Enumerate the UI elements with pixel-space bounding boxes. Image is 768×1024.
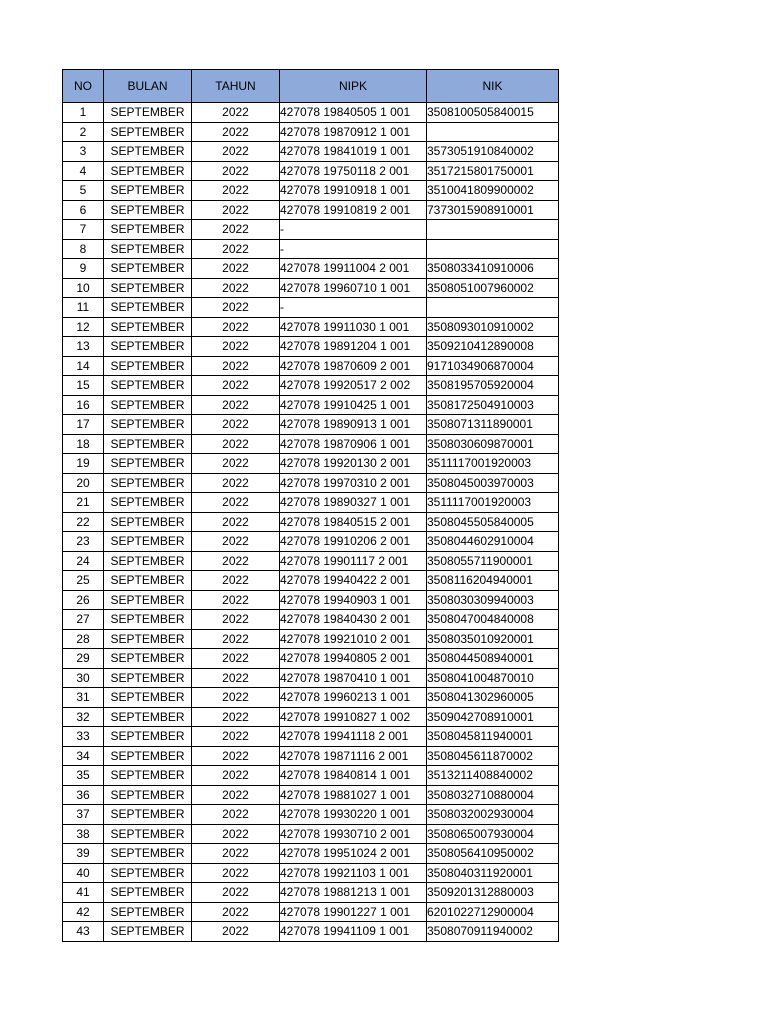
table-row bbox=[63, 863, 559, 883]
cell-bulan: SEPTEMBER bbox=[104, 551, 192, 571]
cell-bulan: SEPTEMBER bbox=[104, 161, 192, 181]
cell-nik: 6201022712900004 bbox=[427, 902, 559, 922]
cell-nipk: 427078 19951024 2 001 bbox=[280, 844, 427, 864]
table-row bbox=[63, 200, 559, 220]
cell-bulan: SEPTEMBER bbox=[104, 434, 192, 454]
cell-tahun: 2022 bbox=[192, 512, 280, 532]
cell-tahun: 2022 bbox=[192, 181, 280, 201]
cell-no: 33 bbox=[63, 727, 104, 747]
cell-bulan: SEPTEMBER bbox=[104, 395, 192, 415]
cell-no: 24 bbox=[63, 551, 104, 571]
cell-nipk: 427078 19890327 1 001 bbox=[280, 493, 427, 513]
cell-nipk: 427078 19901117 2 001 bbox=[280, 551, 427, 571]
table-row bbox=[63, 844, 559, 864]
cell-no: 8 bbox=[63, 239, 104, 259]
cell-tahun: 2022 bbox=[192, 707, 280, 727]
cell-bulan: SEPTEMBER bbox=[104, 200, 192, 220]
cell-nipk: 427078 19870912 1 001 bbox=[280, 122, 427, 142]
cell-tahun: 2022 bbox=[192, 415, 280, 435]
table-row bbox=[63, 649, 559, 669]
cell-nipk: 427078 19840515 2 001 bbox=[280, 512, 427, 532]
cell-no: 22 bbox=[63, 512, 104, 532]
cell-bulan: SEPTEMBER bbox=[104, 824, 192, 844]
cell-bulan: SEPTEMBER bbox=[104, 610, 192, 630]
cell-bulan: SEPTEMBER bbox=[104, 844, 192, 864]
cell-nipk: 427078 19910819 2 001 bbox=[280, 200, 427, 220]
table-row bbox=[63, 629, 559, 649]
table-row bbox=[63, 142, 559, 162]
table-row bbox=[63, 668, 559, 688]
cell-no: 37 bbox=[63, 805, 104, 825]
cell-nik: 3509210412890008 bbox=[427, 337, 559, 357]
cell-nipk: 427078 19921010 2 001 bbox=[280, 629, 427, 649]
cell-no: 13 bbox=[63, 337, 104, 357]
cell-nik: 3508051007960002 bbox=[427, 278, 559, 298]
cell-nik: 3508030609870001 bbox=[427, 434, 559, 454]
table-row bbox=[63, 181, 559, 201]
cell-tahun: 2022 bbox=[192, 142, 280, 162]
table-row bbox=[63, 493, 559, 513]
cell-nipk: 427078 19910425 1 001 bbox=[280, 395, 427, 415]
table-row bbox=[63, 415, 559, 435]
cell-bulan: SEPTEMBER bbox=[104, 376, 192, 396]
cell-tahun: 2022 bbox=[192, 434, 280, 454]
cell-nik: 3508055711900001 bbox=[427, 551, 559, 571]
cell-bulan: SEPTEMBER bbox=[104, 122, 192, 142]
cell-nipk: 427078 19901227 1 001 bbox=[280, 902, 427, 922]
table-row bbox=[63, 824, 559, 844]
cell-no: 38 bbox=[63, 824, 104, 844]
table-row bbox=[63, 766, 559, 786]
column-header-nipk: NIPK bbox=[280, 70, 427, 103]
cell-nik: 3508065007930004 bbox=[427, 824, 559, 844]
cell-bulan: SEPTEMBER bbox=[104, 512, 192, 532]
cell-no: 41 bbox=[63, 883, 104, 903]
cell-bulan: SEPTEMBER bbox=[104, 766, 192, 786]
cell-nipk: 427078 19841019 1 001 bbox=[280, 142, 427, 162]
cell-bulan: SEPTEMBER bbox=[104, 259, 192, 279]
cell-nipk: 427078 19910827 1 002 bbox=[280, 707, 427, 727]
table-row bbox=[63, 356, 559, 376]
cell-nipk: 427078 19941118 2 001 bbox=[280, 727, 427, 747]
cell-no: 40 bbox=[63, 863, 104, 883]
cell-bulan: SEPTEMBER bbox=[104, 902, 192, 922]
cell-no: 21 bbox=[63, 493, 104, 513]
cell-no: 7 bbox=[63, 220, 104, 240]
cell-tahun: 2022 bbox=[192, 883, 280, 903]
cell-nipk: 427078 19930220 1 001 bbox=[280, 805, 427, 825]
cell-tahun: 2022 bbox=[192, 376, 280, 396]
table-row bbox=[63, 259, 559, 279]
cell-nik: 3511117001920003 bbox=[427, 493, 559, 513]
cell-nipk: 427078 19911004 2 001 bbox=[280, 259, 427, 279]
cell-nik: 3508047004840008 bbox=[427, 610, 559, 630]
cell-nipk: 427078 19750118 2 001 bbox=[280, 161, 427, 181]
table-row bbox=[63, 883, 559, 903]
cell-nik: 9171034906870004 bbox=[427, 356, 559, 376]
cell-no: 5 bbox=[63, 181, 104, 201]
cell-tahun: 2022 bbox=[192, 317, 280, 337]
cell-no: 43 bbox=[63, 922, 104, 942]
cell-tahun: 2022 bbox=[192, 220, 280, 240]
cell-nik: 3508070911940002 bbox=[427, 922, 559, 942]
cell-nipk: 427078 19920517 2 002 bbox=[280, 376, 427, 396]
cell-bulan: SEPTEMBER bbox=[104, 415, 192, 435]
cell-bulan: SEPTEMBER bbox=[104, 454, 192, 474]
cell-nipk: 427078 19940805 2 001 bbox=[280, 649, 427, 669]
cell-no: 31 bbox=[63, 688, 104, 708]
cell-tahun: 2022 bbox=[192, 922, 280, 942]
table-row bbox=[63, 434, 559, 454]
cell-bulan: SEPTEMBER bbox=[104, 785, 192, 805]
cell-no: 36 bbox=[63, 785, 104, 805]
cell-nik: 3508032710880004 bbox=[427, 785, 559, 805]
cell-no: 18 bbox=[63, 434, 104, 454]
cell-nik bbox=[427, 122, 559, 142]
cell-no: 29 bbox=[63, 649, 104, 669]
cell-bulan: SEPTEMBER bbox=[104, 727, 192, 747]
table-row bbox=[63, 532, 559, 552]
cell-nipk: 427078 19840814 1 001 bbox=[280, 766, 427, 786]
cell-nipk: 427078 19941109 1 001 bbox=[280, 922, 427, 942]
cell-nik: 3508044508940001 bbox=[427, 649, 559, 669]
cell-nik: 3508041302960005 bbox=[427, 688, 559, 708]
cell-tahun: 2022 bbox=[192, 688, 280, 708]
cell-tahun: 2022 bbox=[192, 824, 280, 844]
cell-nik bbox=[427, 298, 559, 318]
table-row bbox=[63, 395, 559, 415]
cell-nik: 7373015908910001 bbox=[427, 200, 559, 220]
cell-bulan: SEPTEMBER bbox=[104, 337, 192, 357]
cell-nipk: - bbox=[280, 220, 427, 240]
cell-tahun: 2022 bbox=[192, 844, 280, 864]
cell-no: 27 bbox=[63, 610, 104, 630]
table-row bbox=[63, 376, 559, 396]
cell-tahun: 2022 bbox=[192, 103, 280, 123]
cell-nik bbox=[427, 239, 559, 259]
cell-bulan: SEPTEMBER bbox=[104, 181, 192, 201]
cell-bulan: SEPTEMBER bbox=[104, 278, 192, 298]
cell-tahun: 2022 bbox=[192, 649, 280, 669]
table-row bbox=[63, 103, 559, 123]
cell-nik: 3508045003970003 bbox=[427, 473, 559, 493]
cell-nik: 3508100505840015 bbox=[427, 103, 559, 123]
cell-nipk: 427078 19870609 2 001 bbox=[280, 356, 427, 376]
cell-no: 20 bbox=[63, 473, 104, 493]
cell-nik: 3513211408840002 bbox=[427, 766, 559, 786]
cell-nipk: 427078 19960710 1 001 bbox=[280, 278, 427, 298]
cell-tahun: 2022 bbox=[192, 239, 280, 259]
cell-nipk: 427078 19940422 2 001 bbox=[280, 571, 427, 591]
cell-bulan: SEPTEMBER bbox=[104, 668, 192, 688]
table-row bbox=[63, 707, 559, 727]
cell-no: 16 bbox=[63, 395, 104, 415]
cell-bulan: SEPTEMBER bbox=[104, 103, 192, 123]
cell-nipk: 427078 19970310 2 001 bbox=[280, 473, 427, 493]
cell-tahun: 2022 bbox=[192, 454, 280, 474]
cell-bulan: SEPTEMBER bbox=[104, 142, 192, 162]
cell-bulan: SEPTEMBER bbox=[104, 863, 192, 883]
cell-no: 39 bbox=[63, 844, 104, 864]
cell-no: 15 bbox=[63, 376, 104, 396]
table-row bbox=[63, 805, 559, 825]
cell-tahun: 2022 bbox=[192, 337, 280, 357]
cell-nik: 3509042708910001 bbox=[427, 707, 559, 727]
table-body bbox=[63, 103, 559, 942]
cell-no: 19 bbox=[63, 454, 104, 474]
cell-nik: 3508195705920004 bbox=[427, 376, 559, 396]
cell-tahun: 2022 bbox=[192, 805, 280, 825]
cell-no: 35 bbox=[63, 766, 104, 786]
cell-no: 9 bbox=[63, 259, 104, 279]
table-row bbox=[63, 571, 559, 591]
cell-bulan: SEPTEMBER bbox=[104, 883, 192, 903]
cell-nipk: 427078 19840430 2 001 bbox=[280, 610, 427, 630]
cell-bulan: SEPTEMBER bbox=[104, 493, 192, 513]
cell-no: 2 bbox=[63, 122, 104, 142]
cell-no: 42 bbox=[63, 902, 104, 922]
cell-nik: 3517215801750001 bbox=[427, 161, 559, 181]
cell-no: 6 bbox=[63, 200, 104, 220]
cell-bulan: SEPTEMBER bbox=[104, 629, 192, 649]
cell-tahun: 2022 bbox=[192, 571, 280, 591]
cell-nik: 3573051910840002 bbox=[427, 142, 559, 162]
cell-tahun: 2022 bbox=[192, 746, 280, 766]
cell-nipk: 427078 19871116 2 001 bbox=[280, 746, 427, 766]
table-row bbox=[63, 688, 559, 708]
cell-nik: 3509201312880003 bbox=[427, 883, 559, 903]
table-row bbox=[63, 610, 559, 630]
table-row bbox=[63, 922, 559, 942]
cell-nik: 3508040311920001 bbox=[427, 863, 559, 883]
cell-nik: 3508033410910006 bbox=[427, 259, 559, 279]
cell-tahun: 2022 bbox=[192, 727, 280, 747]
cell-nik: 3508056410950002 bbox=[427, 844, 559, 864]
cell-bulan: SEPTEMBER bbox=[104, 473, 192, 493]
cell-tahun: 2022 bbox=[192, 473, 280, 493]
cell-nipk: 427078 19881213 1 001 bbox=[280, 883, 427, 903]
cell-tahun: 2022 bbox=[192, 590, 280, 610]
cell-bulan: SEPTEMBER bbox=[104, 532, 192, 552]
cell-nik: 3508041004870010 bbox=[427, 668, 559, 688]
cell-tahun: 2022 bbox=[192, 298, 280, 318]
table-row bbox=[63, 727, 559, 747]
cell-no: 23 bbox=[63, 532, 104, 552]
table-row bbox=[63, 746, 559, 766]
table-row bbox=[63, 161, 559, 181]
cell-no: 3 bbox=[63, 142, 104, 162]
cell-nik: 3508045505840005 bbox=[427, 512, 559, 532]
cell-tahun: 2022 bbox=[192, 356, 280, 376]
cell-nipk: 427078 19911030 1 001 bbox=[280, 317, 427, 337]
column-header-no: NO bbox=[63, 70, 104, 103]
cell-no: 14 bbox=[63, 356, 104, 376]
cell-nipk: - bbox=[280, 298, 427, 318]
cell-nipk: 427078 19881027 1 001 bbox=[280, 785, 427, 805]
cell-nipk: 427078 19930710 2 001 bbox=[280, 824, 427, 844]
cell-no: 34 bbox=[63, 746, 104, 766]
cell-nipk: - bbox=[280, 239, 427, 259]
cell-tahun: 2022 bbox=[192, 902, 280, 922]
cell-bulan: SEPTEMBER bbox=[104, 220, 192, 240]
cell-nipk: 427078 19890913 1 001 bbox=[280, 415, 427, 435]
cell-bulan: SEPTEMBER bbox=[104, 356, 192, 376]
cell-tahun: 2022 bbox=[192, 493, 280, 513]
cell-nik: 3510041809900002 bbox=[427, 181, 559, 201]
cell-tahun: 2022 bbox=[192, 278, 280, 298]
column-header-tahun: TAHUN bbox=[192, 70, 280, 103]
table-row bbox=[63, 220, 559, 240]
cell-tahun: 2022 bbox=[192, 122, 280, 142]
table-row bbox=[63, 902, 559, 922]
cell-nik: 3508030309940003 bbox=[427, 590, 559, 610]
table-row bbox=[63, 298, 559, 318]
cell-nik: 3508035010920001 bbox=[427, 629, 559, 649]
cell-bulan: SEPTEMBER bbox=[104, 922, 192, 942]
cell-no: 4 bbox=[63, 161, 104, 181]
cell-nipk: 427078 19940903 1 001 bbox=[280, 590, 427, 610]
cell-nipk: 427078 19920130 2 001 bbox=[280, 454, 427, 474]
table-row bbox=[63, 278, 559, 298]
cell-bulan: SEPTEMBER bbox=[104, 571, 192, 591]
cell-bulan: SEPTEMBER bbox=[104, 707, 192, 727]
cell-bulan: SEPTEMBER bbox=[104, 317, 192, 337]
cell-tahun: 2022 bbox=[192, 766, 280, 786]
cell-nik: 3508172504910003 bbox=[427, 395, 559, 415]
cell-tahun: 2022 bbox=[192, 551, 280, 571]
header-row bbox=[63, 70, 559, 103]
cell-no: 32 bbox=[63, 707, 104, 727]
table-row bbox=[63, 551, 559, 571]
column-header-bulan: BULAN bbox=[104, 70, 192, 103]
table-row bbox=[63, 122, 559, 142]
cell-nipk: 427078 19870410 1 001 bbox=[280, 668, 427, 688]
cell-no: 1 bbox=[63, 103, 104, 123]
cell-no: 17 bbox=[63, 415, 104, 435]
cell-tahun: 2022 bbox=[192, 395, 280, 415]
cell-nik: 3508045811940001 bbox=[427, 727, 559, 747]
cell-tahun: 2022 bbox=[192, 785, 280, 805]
cell-nik: 3508116204940001 bbox=[427, 571, 559, 591]
table-header bbox=[63, 70, 559, 103]
cell-no: 28 bbox=[63, 629, 104, 649]
cell-no: 25 bbox=[63, 571, 104, 591]
table-row bbox=[63, 590, 559, 610]
cell-nik: 3508071311890001 bbox=[427, 415, 559, 435]
cell-no: 30 bbox=[63, 668, 104, 688]
cell-tahun: 2022 bbox=[192, 259, 280, 279]
cell-no: 11 bbox=[63, 298, 104, 318]
cell-nipk: 427078 19910918 1 001 bbox=[280, 181, 427, 201]
table-row bbox=[63, 512, 559, 532]
cell-nik: 3508044602910004 bbox=[427, 532, 559, 552]
cell-no: 12 bbox=[63, 317, 104, 337]
cell-nipk: 427078 19921103 1 001 bbox=[280, 863, 427, 883]
cell-bulan: SEPTEMBER bbox=[104, 688, 192, 708]
table-row bbox=[63, 473, 559, 493]
table-row bbox=[63, 337, 559, 357]
table-row bbox=[63, 785, 559, 805]
cell-tahun: 2022 bbox=[192, 610, 280, 630]
cell-nik: 3508045611870002 bbox=[427, 746, 559, 766]
table-row bbox=[63, 454, 559, 474]
cell-nipk: 427078 19870906 1 001 bbox=[280, 434, 427, 454]
cell-nik: 3508032002930004 bbox=[427, 805, 559, 825]
cell-bulan: SEPTEMBER bbox=[104, 746, 192, 766]
cell-tahun: 2022 bbox=[192, 629, 280, 649]
cell-bulan: SEPTEMBER bbox=[104, 590, 192, 610]
cell-tahun: 2022 bbox=[192, 161, 280, 181]
cell-bulan: SEPTEMBER bbox=[104, 649, 192, 669]
data-table bbox=[62, 69, 559, 942]
cell-bulan: SEPTEMBER bbox=[104, 805, 192, 825]
cell-bulan: SEPTEMBER bbox=[104, 298, 192, 318]
cell-nipk: 427078 19910206 2 001 bbox=[280, 532, 427, 552]
cell-bulan: SEPTEMBER bbox=[104, 239, 192, 259]
cell-tahun: 2022 bbox=[192, 863, 280, 883]
column-header-nik: NIK bbox=[427, 70, 559, 103]
cell-nipk: 427078 19891204 1 001 bbox=[280, 337, 427, 357]
cell-nipk: 427078 19960213 1 001 bbox=[280, 688, 427, 708]
cell-tahun: 2022 bbox=[192, 200, 280, 220]
cell-no: 10 bbox=[63, 278, 104, 298]
cell-nik: 3511117001920003 bbox=[427, 454, 559, 474]
cell-nik: 3508093010910002 bbox=[427, 317, 559, 337]
cell-nik bbox=[427, 220, 559, 240]
table-row bbox=[63, 317, 559, 337]
cell-tahun: 2022 bbox=[192, 532, 280, 552]
table-row bbox=[63, 239, 559, 259]
cell-tahun: 2022 bbox=[192, 668, 280, 688]
cell-no: 26 bbox=[63, 590, 104, 610]
cell-nipk: 427078 19840505 1 001 bbox=[280, 103, 427, 123]
